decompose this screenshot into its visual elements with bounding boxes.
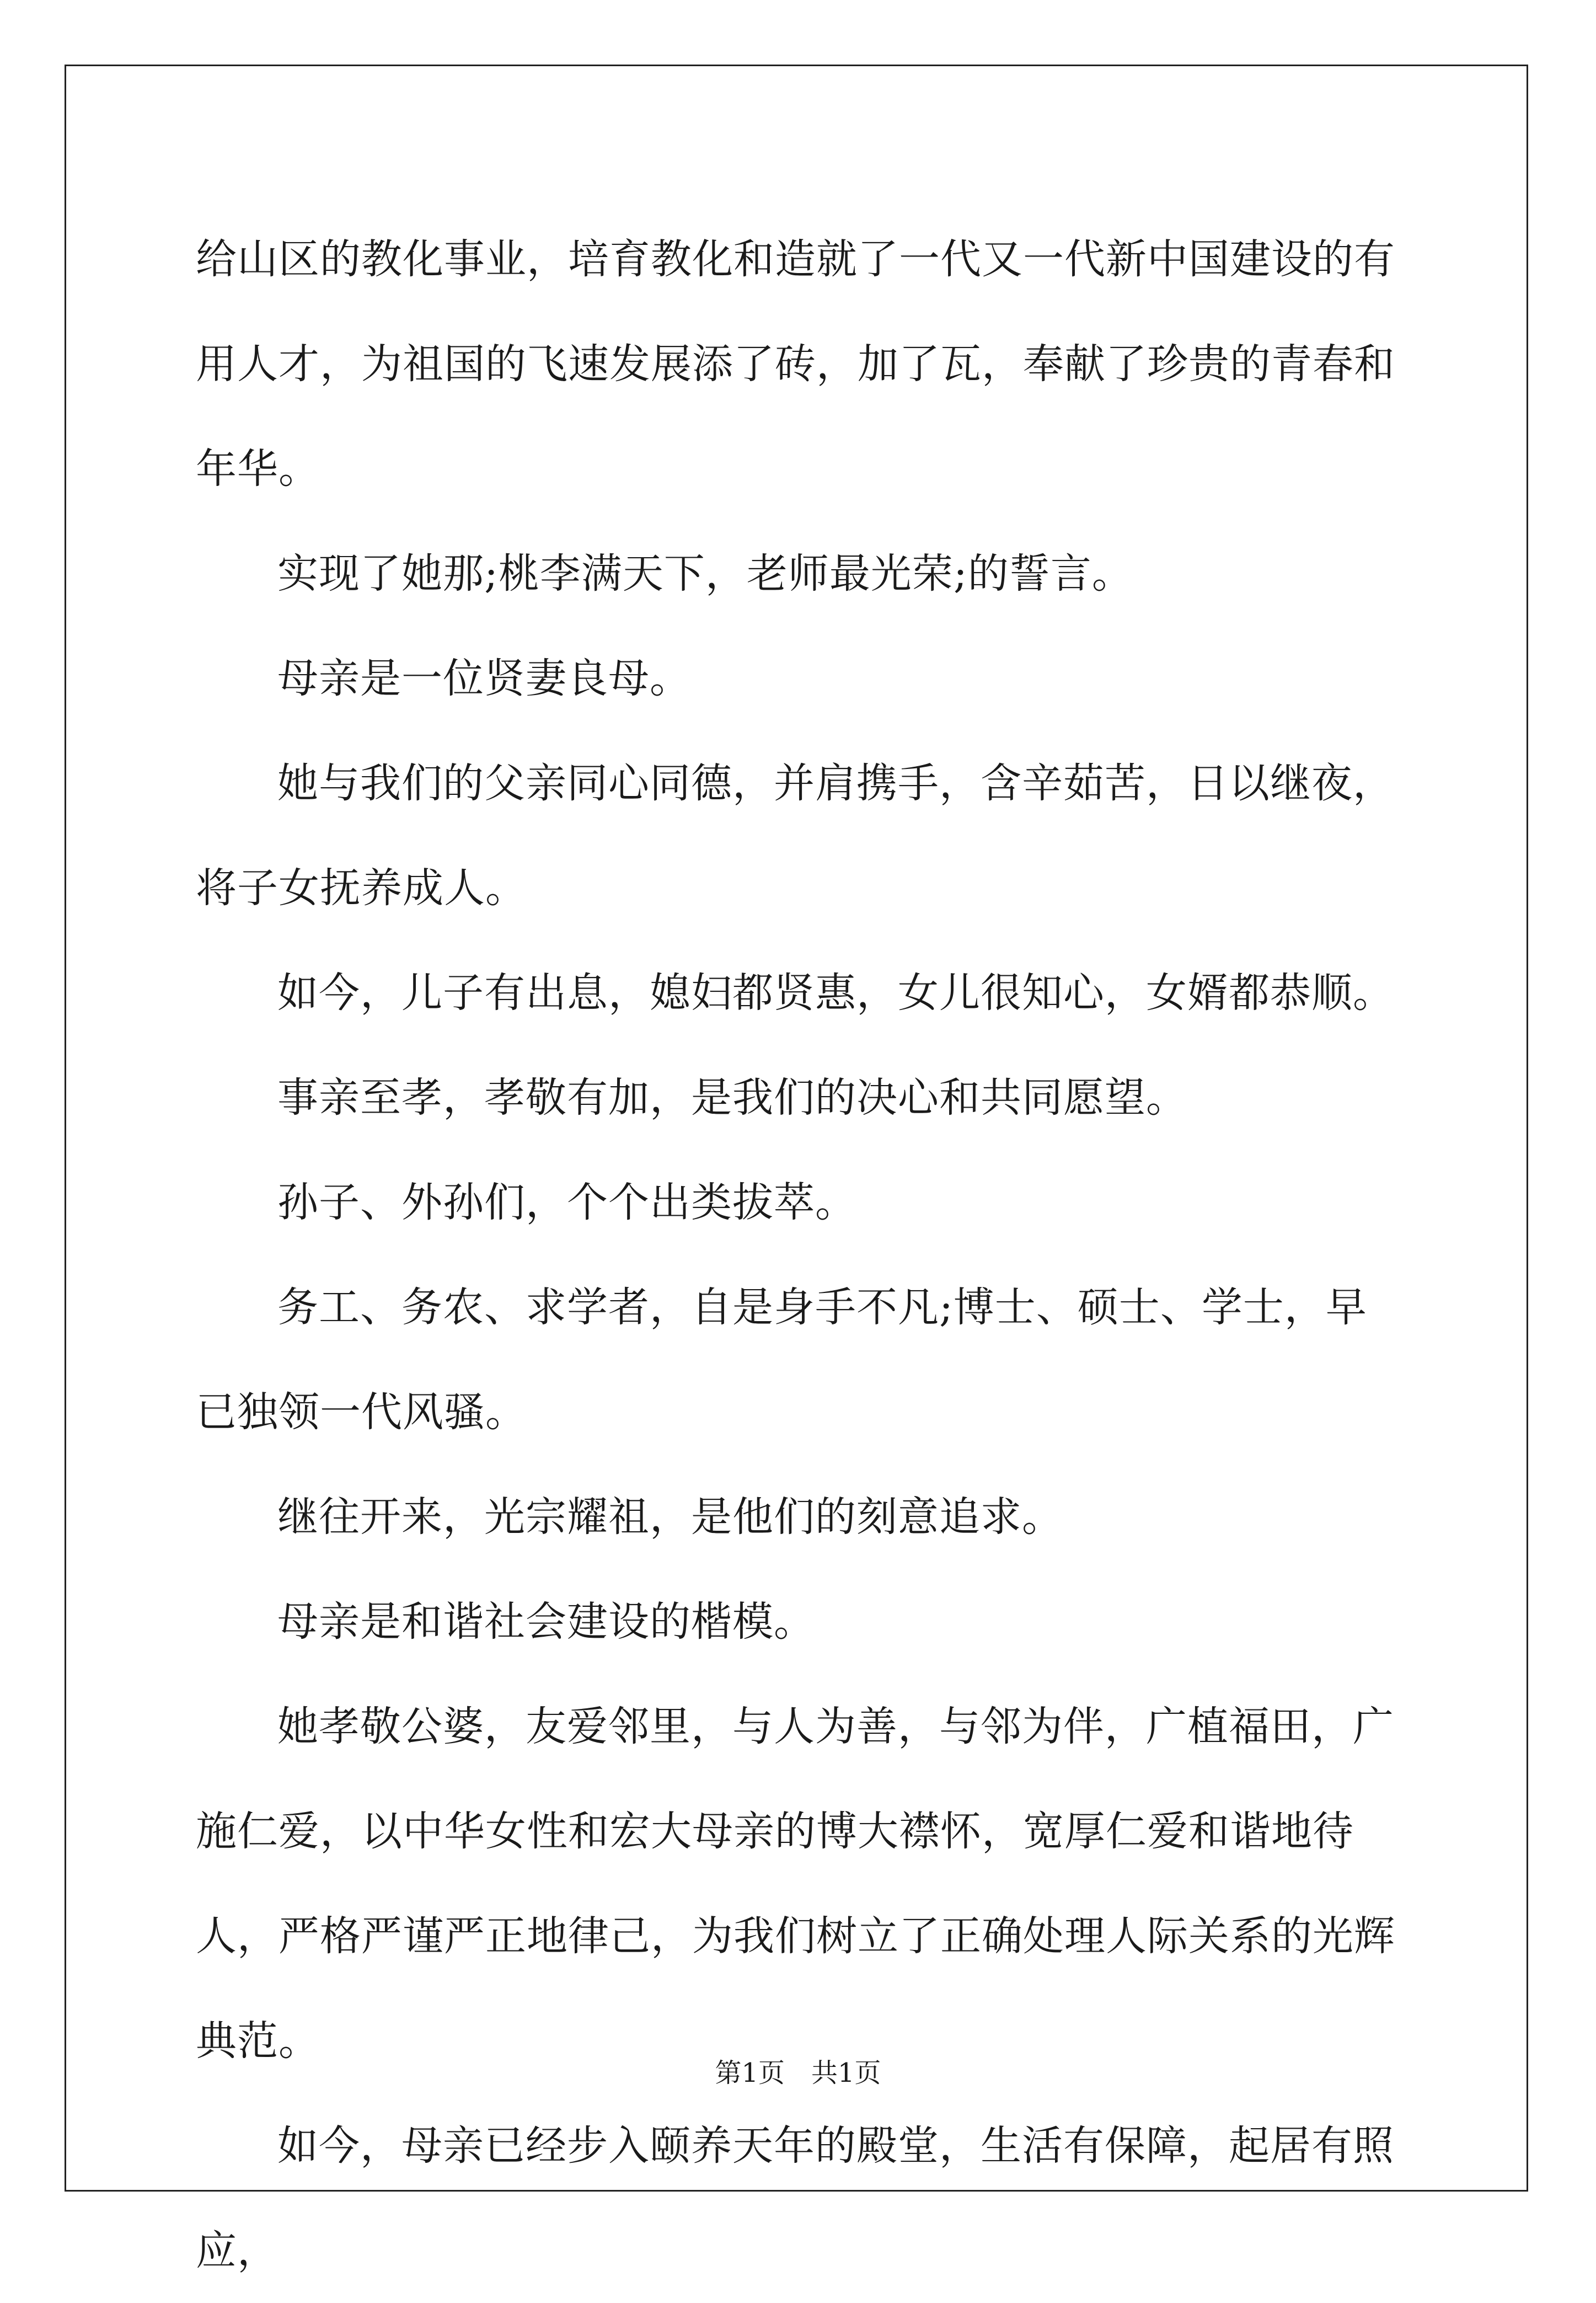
paragraph: 实现了她那;桃李满天下，老师最光荣;的誓言。 bbox=[277, 550, 1133, 597]
paragraph: 事亲至孝，孝敬有加，是我们的决心和共同愿望。 bbox=[277, 1074, 1187, 1121]
paragraph: 孙子、外孙们，个个出类拔萃。 bbox=[277, 1179, 856, 1226]
page-total: 共1页 bbox=[811, 2058, 881, 2088]
paragraph: 务工、务农、求学者，自是身手不凡;博士、硕士、学士，早已独领一代风骚。 bbox=[196, 1284, 1367, 1436]
paragraph: 如今，母亲已经步入颐养天年的殿堂，生活有保障，起居有照应， bbox=[196, 2122, 1394, 2274]
paragraph: 如今，儿子有出息，媳妇都贤惠，女儿很知心，女婿都恭顺。 bbox=[277, 969, 1394, 1017]
document-body bbox=[196, 207, 1401, 2303]
paragraph: 她孝敬公婆，友爱邻里，与人为善，与邻为伴，广植福田，广施仁爱，以中华女性和宏大母亲的博大襟怀，宽厚仁爱和谐地待人，严格严谨严正地律己，为我们树立了正确处理人际关系的光辉典范。 bbox=[196, 1703, 1395, 2065]
paragraph: 继往开来，光宗耀祖，是他们的刻意追求。 bbox=[277, 1493, 1063, 1541]
paragraph: 母亲是一位贤妻良母。 bbox=[277, 655, 691, 702]
paragraph: 给山区的教化事业，培育教化和造就了一代又一代新中国建设的有用人才，为祖国的飞速发展添了砖，加了瓦，奉献了珍贵的青春和年华。 bbox=[196, 236, 1395, 493]
paragraph: 母亲是和谐社会建设的楷模。 bbox=[277, 1598, 815, 1645]
page-number: 第1页 bbox=[715, 2058, 785, 2088]
paragraph: 她与我们的父亲同心同德，并肩携手，含辛茹苦，日以继夜，将子女抚养成人。 bbox=[196, 760, 1394, 912]
page-footer bbox=[0, 2056, 1596, 2090]
